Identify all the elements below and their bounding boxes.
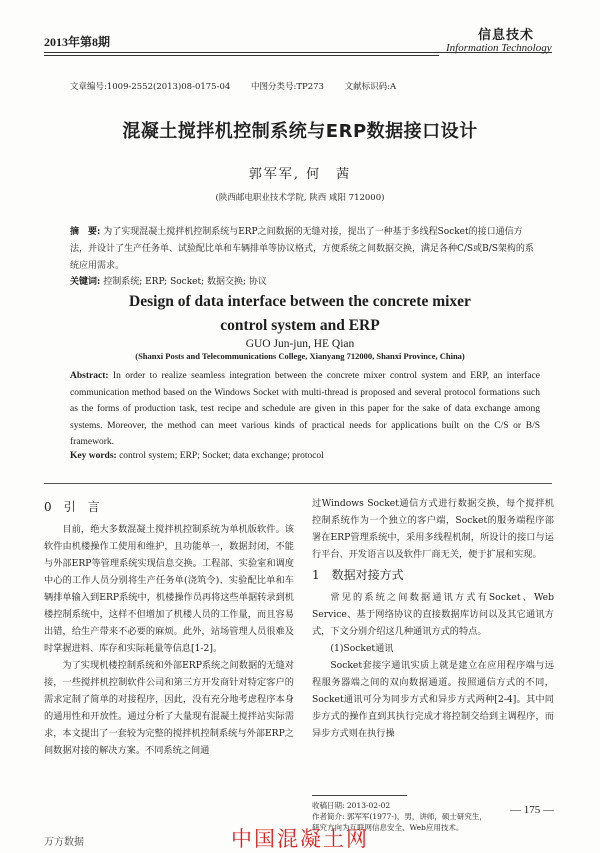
body-column-right bbox=[312, 495, 554, 742]
keywords-en bbox=[70, 451, 540, 461]
document-code: 文献标识码:A bbox=[344, 82, 397, 92]
paper-title-en-line2: control system and ERP bbox=[220, 317, 380, 334]
watermark: 中国混凝土网 bbox=[231, 827, 369, 851]
abstract-cn-label: 摘 要: bbox=[70, 227, 101, 237]
issue-label: 2013年第8期 bbox=[44, 35, 111, 49]
body-column-left bbox=[44, 495, 294, 759]
footer-source: 万方数据 bbox=[44, 837, 84, 848]
paragraph: 常见的系统之间数据通讯方式有Socket、Web Service、基于网络协议的直接数据库访问以及其它通讯方式，下文分别介绍这几种通讯方式的特点。 bbox=[312, 592, 554, 637]
paragraph: 为了实现机楼控制系统和外部ERP系统之间数据的无缝对接，一些搅拌机控制软件公司和第三方开发商针对特定客户的需求定制了简单的对接程序，因此，没有充分地考虑程序本身的通用性和开放性。通过分析了大量现有混凝土搅拌站实际需求，本文提出了一套较为完整的搅拌机控制系统与外部ERP之间数据对接的解决方案。不同系统之间通 bbox=[44, 660, 294, 756]
paragraph: Socket套接字通讯实质上就是建立在应用程序端与远程服务器端之间的双向数据通道。按照通信方式的不同，Socket通讯可分为同步方式和异步方式两种[2-4]。其中同步方式的操作直到其执行完成才将控制交给到主调程序，而异步方式则在执行操 bbox=[312, 660, 554, 739]
header-rule-secondary bbox=[44, 55, 439, 56]
keywords-en-text: control system; ERP; Socket; data exchange; protocol bbox=[119, 451, 324, 461]
paragraph: 目前，绝大多数混凝土搅拌机控制系统为单机版软件。该软件由机楼操作工使用和维护，且功能单一，数据封闭，不能与外部ERP等管理系统实现信息交换。工程部、实验室和调度中心的工作人员分别将生产任务单(浇筑令)、实验配比单和车辆排单输入到ERP系统中，机楼操作员再将这些单据转录到机楼控制系统中，这样不但增加了机楼人员的工作量，而且容易出错，给生产带来不必要的麻烦。此外，站场管理人员很难及时掌握进料、库存和实际耗量等信息[1-2]。 bbox=[44, 524, 294, 654]
footnote-received: 收稿日期: 2013-02-02 bbox=[312, 801, 391, 810]
journal-name-cn: 信息技术 bbox=[478, 28, 535, 43]
journal-name-en: Information Technology bbox=[446, 42, 552, 54]
abstract-en bbox=[70, 368, 540, 451]
abstract-cn bbox=[70, 224, 540, 275]
paper-title-en-line1: Design of data interface between the concrete mixer bbox=[129, 293, 471, 310]
page-number: — 175 — bbox=[510, 804, 554, 816]
keywords-cn bbox=[70, 274, 540, 287]
footnote-rule bbox=[312, 795, 407, 796]
authors-cn: 郭军军, 何 茜 bbox=[248, 167, 352, 182]
paper-title-cn: 混凝土搅拌机控制系统与ERP数据接口设计 bbox=[122, 121, 478, 142]
keywords-cn-label: 关键词: bbox=[70, 277, 101, 287]
keywords-en-label: Key words: bbox=[70, 451, 117, 461]
section-1-heading: 1 数据对接方式 bbox=[312, 568, 404, 582]
affiliation-cn: (陕西邮电职业技术学院, 陕西 咸阳 712000) bbox=[215, 193, 385, 203]
subsection-heading: (1)Socket通讯 bbox=[330, 643, 394, 654]
abstract-en-label: Abstract: bbox=[70, 371, 109, 381]
abstract-en-text: In order to realize seamless integration between the concrete mixer control system and ERP, an interface communication method based on the Windows Socket with multi-thread is proposed and several protocol formations such as the forms of production task, test recipe and schedule are given in this paper for the sake of data exchange among systems. Moreover, the method can meet various kinds of practical needs for applications built on the C/S or B/S framework. bbox=[70, 371, 540, 447]
classification-number: 中图分类号:TP273 bbox=[250, 82, 324, 92]
authors-en: GUO Jun-jun, HE Qian bbox=[245, 338, 355, 350]
header-rule bbox=[44, 52, 552, 53]
paper-title-en bbox=[0, 290, 600, 338]
footnote-author: 作者简介: 郭军军(1977-)，男，讲师，硕士研究生，研究方向为互联网信息安全、Web应用技术。 bbox=[312, 812, 487, 832]
affiliation-en: (Shanxi Posts and Telecommunications College, Xianyang 712000, Shanxi Province, China) bbox=[135, 351, 465, 361]
paragraph: 过Windows Socket通信方式进行数据交换，每个搅拌机控制系统作为一个独立的客户端，Socket的服务端程序部署在ERP管理系统中，采用多线程机制，所设计的接口与运行平台、开发语言以及软件厂商无关，便于扩展和实现。 bbox=[312, 498, 554, 560]
body-separator bbox=[44, 483, 552, 484]
keywords-cn-text: 控制系统; ERP; Socket; 数据交换; 协议 bbox=[103, 277, 267, 287]
section-0-heading: 0 引 言 bbox=[44, 500, 100, 514]
article-number: 文章编号:1009-2552(2013)08-0175-04 bbox=[70, 82, 231, 92]
article-meta bbox=[70, 80, 414, 92]
abstract-cn-text: 为了实现混凝土搅拌机控制系统与ERP之间数据的无缝对接，提出了一种基于多线程Socket的接口通信方法，并设计了生产任务单、试验配比单和车辆排单等协议格式，方便系统之间数据交换，满足各种C/S或B/S架构的系统应用需求。 bbox=[70, 227, 534, 271]
